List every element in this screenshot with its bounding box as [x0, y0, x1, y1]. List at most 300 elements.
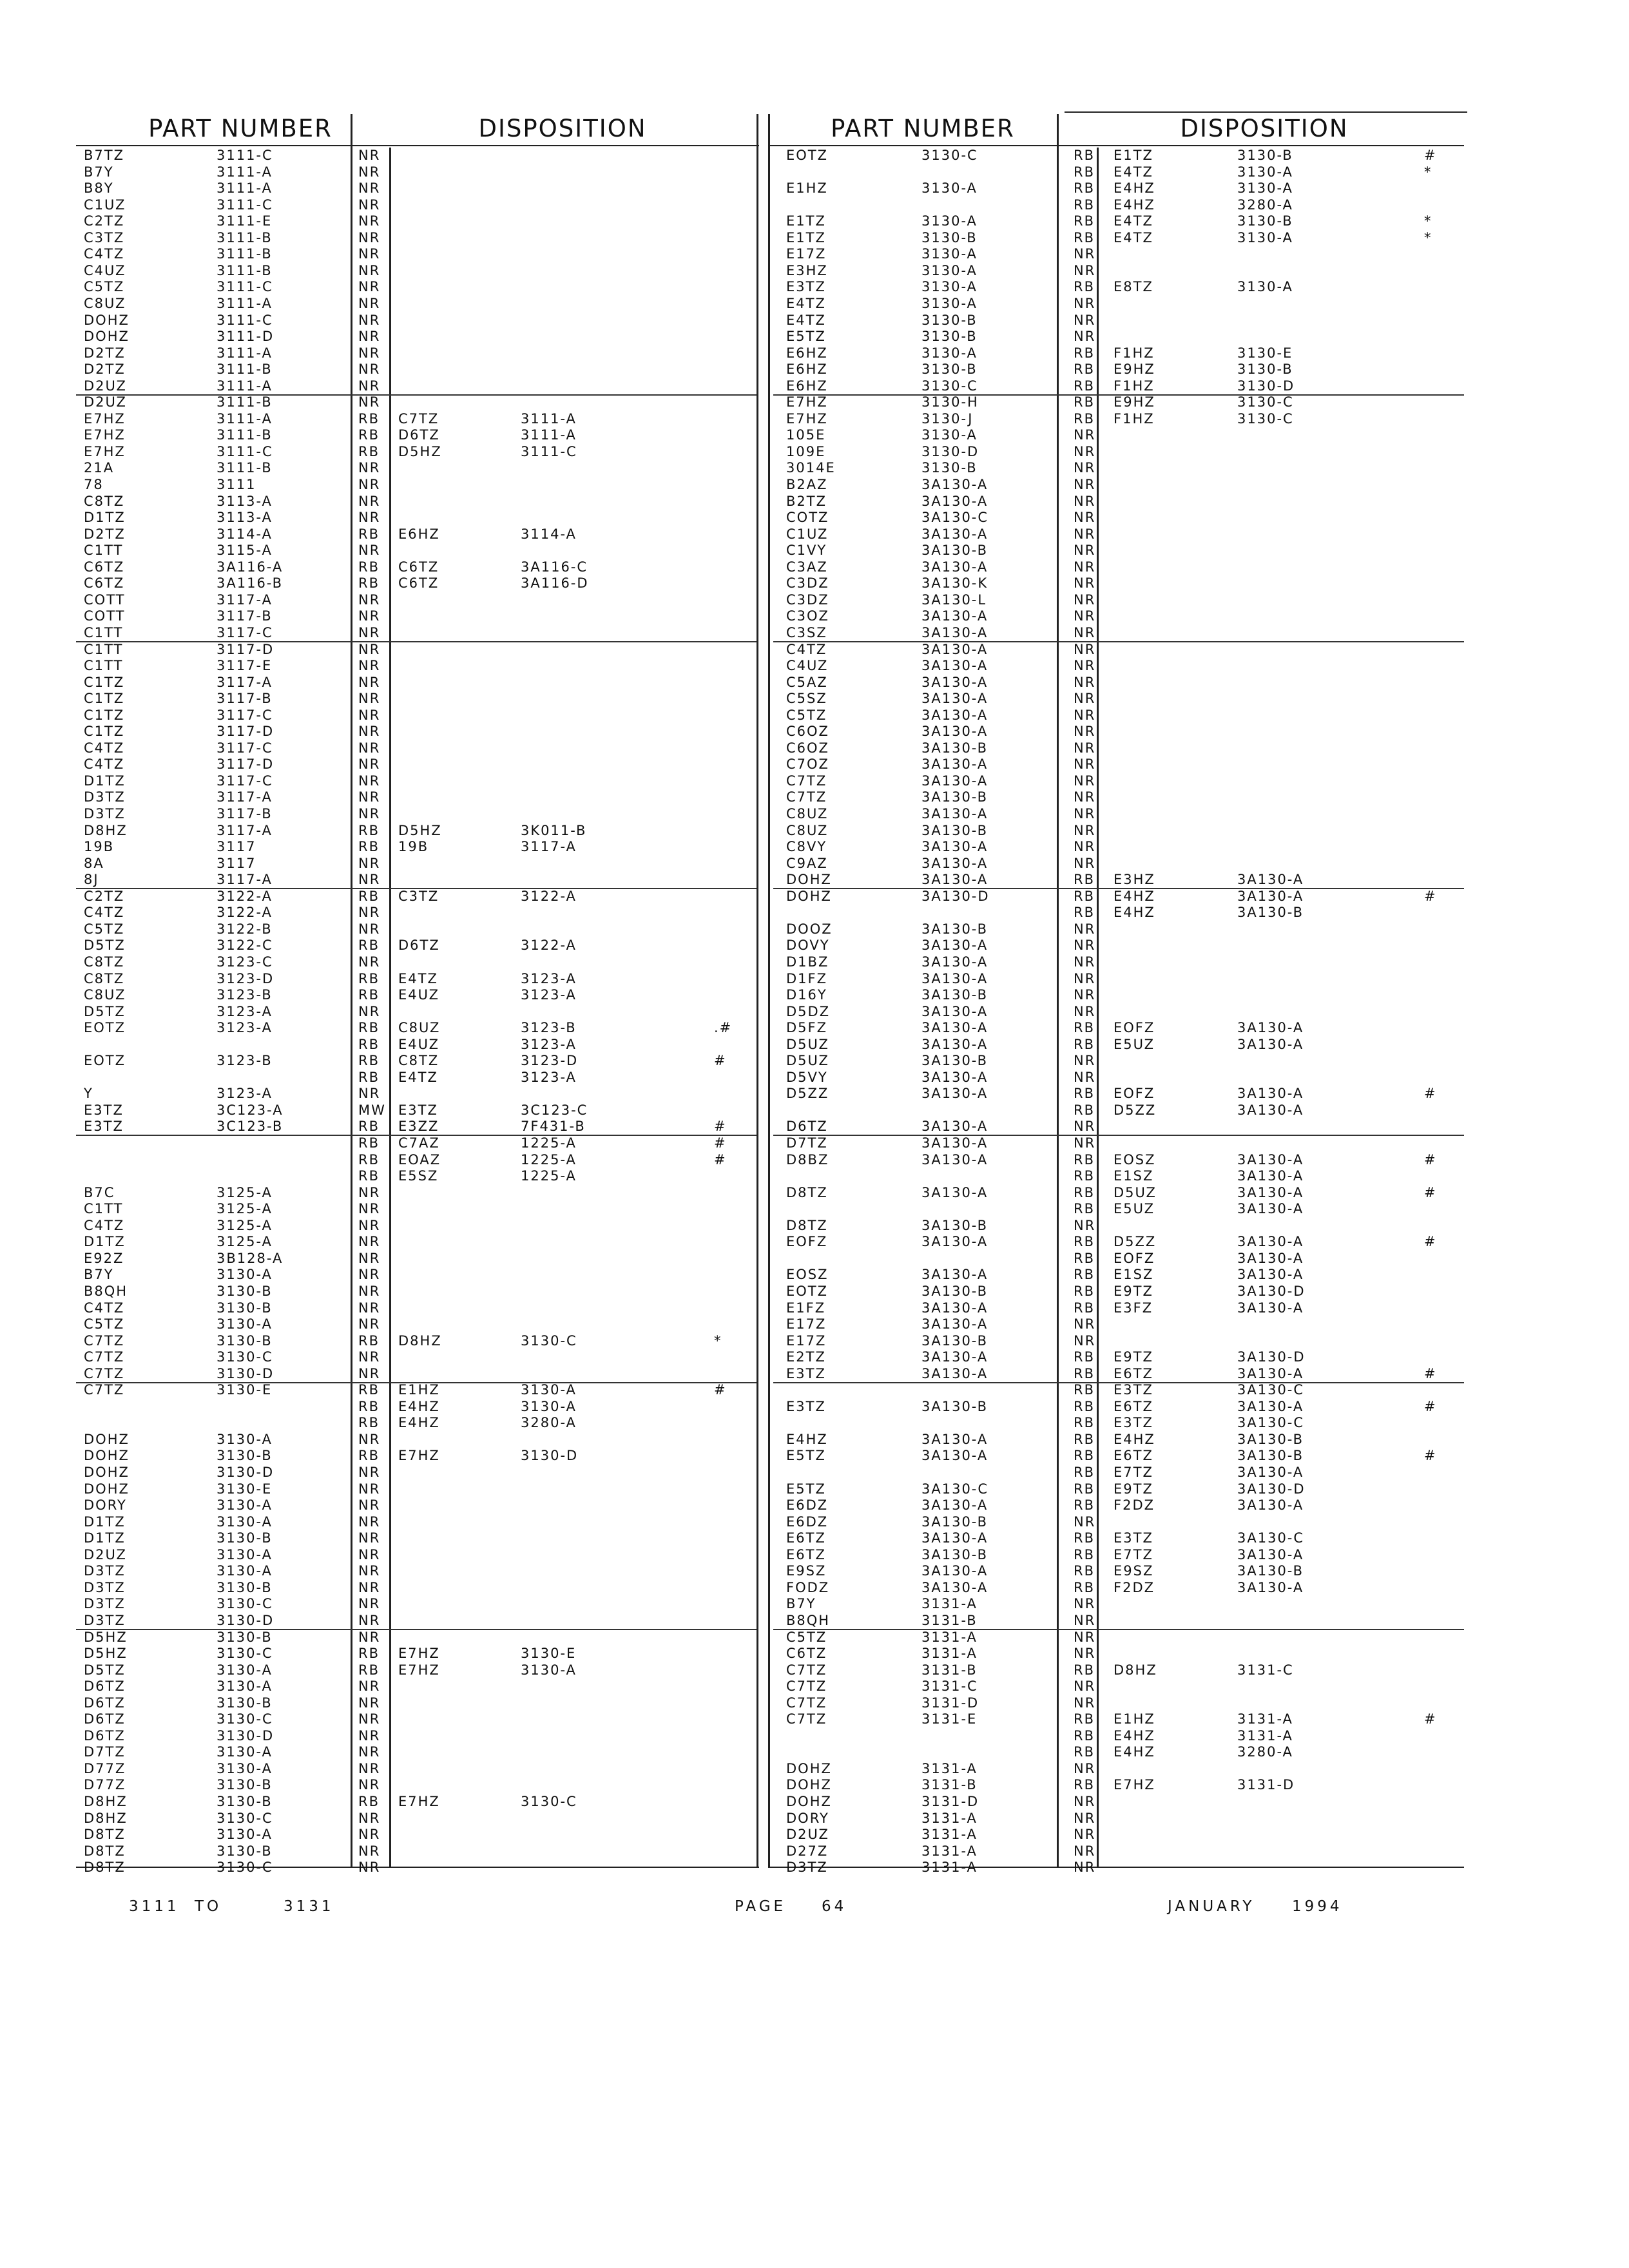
version-cell: 3117-B: [217, 806, 273, 822]
part-number-cell: D5HZ: [84, 1646, 128, 1662]
disposition-code-cell: NR: [358, 1086, 381, 1102]
part-number-cell: C4TZ: [84, 756, 125, 773]
table-row: [773, 148, 1464, 164]
replacement-version-cell: 3A130-A: [1237, 1300, 1304, 1316]
version-cell: 3115-A: [217, 543, 273, 559]
disposition-code-cell: NR: [358, 180, 381, 197]
table-row: [76, 494, 757, 510]
replacement-version-cell: 3130-B: [1237, 361, 1293, 378]
disposition-code-cell: RB: [1074, 361, 1095, 378]
disposition-code-cell: NR: [1074, 674, 1096, 690]
part-number-cell: E6TZ: [786, 1530, 826, 1546]
table-row: [773, 1761, 1464, 1777]
part-number-cell: D6TZ: [84, 1727, 126, 1744]
disposition-code-cell: NR: [358, 279, 381, 295]
part-number-cell: C5SZ: [786, 691, 827, 707]
part-number-cell: C7TZ: [786, 789, 827, 805]
replacement-version-cell: 1225-A: [521, 1135, 577, 1151]
version-cell: 3A130-B: [921, 1053, 988, 1069]
disposition-code-cell: NR: [1074, 740, 1096, 756]
table-row: [76, 279, 757, 295]
table-row: [773, 1777, 1464, 1793]
part-number-cell: E17Z: [786, 1316, 827, 1332]
disposition-code-cell: NR: [358, 213, 381, 229]
table-row: [76, 1004, 757, 1020]
table-row: [76, 1349, 757, 1365]
replacement-version-cell: 3A130-A: [1237, 872, 1304, 888]
part-number-cell: FODZ: [786, 1579, 830, 1595]
table-row: [76, 658, 757, 674]
replacement-part-number-cell: D6TZ: [398, 427, 440, 443]
version-cell: 3130-D: [217, 1612, 275, 1628]
disposition-code-cell: NR: [1074, 839, 1096, 855]
replacement-version-cell: 3A130-A: [1237, 1398, 1304, 1414]
table-row: [76, 1728, 757, 1744]
marker-cell: #: [1424, 888, 1437, 904]
version-cell: 3A130-B: [921, 1217, 988, 1233]
part-number-cell: D5HZ: [84, 1629, 128, 1645]
disposition-code-cell: RB: [1074, 1283, 1095, 1299]
version-cell: 3122-A: [217, 905, 273, 921]
table-row: [773, 1234, 1464, 1250]
footer-month: JANUARY: [1168, 1898, 1255, 1915]
part-number-cell: E3TZ: [786, 1398, 826, 1414]
replacement-part-number-cell: D6TZ: [398, 937, 440, 954]
replacement-version-cell: 3C123-C: [521, 1102, 588, 1118]
replacement-part-number-cell: 19B: [398, 839, 429, 855]
part-number-cell: E5TZ: [786, 1448, 826, 1464]
marker-cell: #: [714, 1053, 727, 1069]
replacement-version-cell: 3130-E: [521, 1646, 577, 1662]
table-row: [76, 954, 757, 970]
part-number-cell: DOHZ: [84, 1431, 130, 1447]
disposition-code-cell: RB: [1074, 378, 1095, 394]
disposition-code-cell: RB: [358, 1168, 380, 1184]
table-row: [773, 510, 1464, 526]
table-row: [76, 1218, 757, 1234]
part-number-cell: B8Y: [84, 180, 114, 197]
version-cell: 3117-A: [217, 872, 273, 888]
disposition-code-cell: RB: [1074, 279, 1095, 295]
disposition-code-cell: NR: [358, 855, 381, 871]
part-number-cell: B7Y: [84, 164, 114, 180]
disposition-code-cell: NR: [358, 345, 381, 361]
replacement-part-number-cell: E3FZ: [1113, 1300, 1153, 1316]
part-number-cell: C8TZ: [84, 954, 125, 970]
replacement-version-cell: 3A130-C: [1237, 1415, 1305, 1431]
table-row: [773, 1382, 1464, 1398]
replacement-version-cell: 3123-A: [521, 1036, 577, 1052]
disposition-code-cell: NR: [1074, 1827, 1096, 1843]
table-row: [76, 1070, 757, 1086]
table-row: [76, 1860, 757, 1876]
disposition-code-cell: NR: [358, 1695, 381, 1711]
version-cell: 3111-A: [217, 345, 273, 361]
table-row: [76, 756, 757, 773]
version-cell: 3131-A: [921, 1843, 978, 1859]
table-row: [773, 1349, 1464, 1365]
table-row: [76, 1399, 757, 1415]
right-top-rule: [1065, 111, 1467, 113]
table-row: [76, 1695, 757, 1711]
part-number-cell: B2AZ: [786, 477, 828, 492]
table-row: [76, 1300, 757, 1316]
disposition-code-cell: NR: [1074, 1596, 1096, 1612]
version-cell: 3A130-A: [921, 1300, 988, 1316]
part-number-cell: D27Z: [786, 1843, 829, 1859]
replacement-version-cell: 3A130-B: [1237, 1563, 1304, 1579]
part-number-cell: E7HZ: [84, 410, 126, 427]
replacement-part-number-cell: E7HZ: [398, 1646, 440, 1662]
disposition-code-cell: RB: [1074, 1398, 1095, 1414]
version-cell: 3A130-A: [921, 674, 988, 690]
part-number-cell: C5AZ: [786, 674, 828, 690]
table-row: [773, 411, 1464, 427]
version-cell: 3117-C: [217, 773, 273, 789]
disposition-code-cell: RB: [1074, 1151, 1095, 1168]
disposition-code-cell: RB: [358, 1135, 380, 1151]
part-number-cell: E3TZ: [84, 1119, 124, 1135]
marker-cell: #: [1424, 148, 1437, 163]
version-cell: 3117-A: [217, 789, 273, 805]
disposition-code-cell: NR: [358, 1201, 381, 1217]
version-cell: 3A130-A: [921, 1184, 988, 1200]
version-cell: 3A130-A: [921, 1234, 988, 1250]
disposition-code-cell: RB: [1074, 1448, 1095, 1464]
version-cell: 3131-A: [921, 1760, 978, 1776]
table-row: [76, 1448, 757, 1464]
right-part-number-header: PART NUMBER: [831, 115, 1015, 142]
version-cell: 3131-A: [921, 1827, 978, 1843]
part-number-cell: D77Z: [84, 1777, 126, 1793]
part-number-cell: D1TZ: [84, 510, 126, 526]
part-number-cell: C9AZ: [786, 855, 828, 871]
part-number-cell: C6OZ: [786, 724, 829, 740]
table-row: [773, 856, 1464, 872]
part-number-cell: E17Z: [786, 1332, 827, 1349]
disposition-code-cell: NR: [1074, 608, 1096, 624]
table-row: [773, 1711, 1464, 1727]
replacement-version-cell: 3A130-A: [1237, 1497, 1304, 1514]
part-number-cell: EOSZ: [786, 1267, 829, 1283]
part-number-cell: C8UZ: [786, 822, 829, 838]
disposition-code-cell: RB: [358, 1332, 380, 1349]
replacement-part-number-cell: E4TZ: [1113, 164, 1153, 180]
replacement-part-number-cell: E7HZ: [398, 1794, 440, 1809]
table-row: [76, 1596, 757, 1612]
disposition-code-cell: NR: [1074, 1810, 1096, 1826]
replacement-part-number-cell: D5ZZ: [1113, 1234, 1157, 1250]
disposition-code-cell: NR: [358, 1860, 381, 1876]
part-number-cell: E4TZ: [786, 312, 826, 328]
version-cell: 3A130-A: [921, 970, 988, 986]
version-cell: 3130-B: [217, 1448, 273, 1464]
part-number-cell: D1TZ: [84, 773, 126, 789]
table-row: [76, 1382, 757, 1398]
replacement-part-number-cell: E4HZ: [1113, 197, 1155, 213]
disposition-code-cell: NR: [358, 905, 381, 921]
disposition-code-cell: RB: [1074, 1168, 1095, 1184]
disposition-code-cell: NR: [358, 510, 381, 526]
part-number-cell: D8TZ: [84, 1827, 126, 1843]
replacement-version-cell: 3A130-A: [1237, 1234, 1304, 1250]
disposition-code-cell: RB: [1074, 1349, 1095, 1365]
left-part-number-header: PART NUMBER: [148, 115, 333, 142]
table-row: [773, 312, 1464, 329]
table-row: [773, 1497, 1464, 1514]
part-number-cell: E7HZ: [84, 427, 126, 443]
table-row: [76, 592, 757, 608]
version-cell: 3130-A: [921, 279, 978, 295]
part-number-cell: C8TZ: [84, 493, 125, 509]
replacement-part-number-cell: F1HZ: [1113, 345, 1155, 361]
replacement-version-cell: 1225-A: [521, 1168, 577, 1184]
table-row: [76, 197, 757, 213]
table-row: [773, 575, 1464, 591]
disposition-code-cell: NR: [1074, 658, 1096, 674]
disposition-code-cell: RB: [358, 559, 380, 575]
table-row: [773, 806, 1464, 822]
table-row: [773, 1432, 1464, 1448]
part-number-cell: DOHZ: [786, 1777, 832, 1793]
table-row: [76, 1316, 757, 1332]
part-number-cell: C1TZ: [84, 674, 125, 690]
table-row: [76, 411, 757, 427]
part-number-cell: DORY: [786, 1810, 829, 1826]
part-number-cell: C7TZ: [84, 1332, 125, 1349]
replacement-version-cell: 3A130-A: [1237, 1102, 1304, 1118]
version-cell: 3A130-A: [921, 707, 988, 723]
part-number-cell: C7TZ: [786, 1711, 827, 1727]
part-number-cell: B7TZ: [84, 148, 124, 163]
part-number-cell: C3TZ: [84, 229, 125, 245]
table-row: [76, 1053, 757, 1069]
table-row: [773, 361, 1464, 378]
disposition-code-cell: RB: [358, 1036, 380, 1052]
part-number-cell: EOFZ: [786, 1234, 828, 1250]
table-row: [76, 230, 757, 246]
table-row: [773, 1218, 1464, 1234]
replacement-version-cell: 3A130-B: [1237, 1431, 1304, 1447]
version-cell: 3A130-K: [921, 575, 988, 591]
table-row: [773, 1481, 1464, 1497]
part-number-cell: C7TZ: [786, 773, 827, 789]
part-number-cell: D6TZ: [84, 1678, 126, 1695]
version-cell: 3130-A: [217, 1431, 273, 1447]
replacement-part-number-cell: E4HZ: [1113, 888, 1155, 904]
version-cell: 3111-C: [217, 197, 273, 213]
replacement-part-number-cell: E4TZ: [1113, 213, 1153, 229]
version-cell: 3A130-A: [921, 1316, 988, 1332]
version-cell: 3130-D: [217, 1727, 275, 1744]
table-row: [773, 1695, 1464, 1711]
disposition-code-cell: NR: [358, 262, 381, 278]
table-row: [773, 658, 1464, 674]
disposition-code-cell: RB: [358, 1020, 380, 1036]
replacement-version-cell: 3130-A: [521, 1398, 577, 1414]
replacement-part-number-cell: C6TZ: [398, 575, 439, 591]
replacement-version-cell: 3130-A: [1237, 229, 1293, 245]
part-number-cell: D8BZ: [786, 1151, 829, 1168]
disposition-code-cell: NR: [1074, 262, 1096, 278]
table-row: [773, 1596, 1464, 1612]
part-number-cell: C6TZ: [84, 575, 125, 591]
part-number-cell: D7TZ: [84, 1744, 126, 1760]
disposition-code-cell: NR: [358, 1843, 381, 1859]
table-row: [76, 987, 757, 1003]
part-number-cell: C7TZ: [84, 1349, 125, 1365]
table-row: [773, 1168, 1464, 1184]
disposition-code-cell: RB: [1074, 229, 1095, 245]
version-cell: 3125-A: [217, 1201, 273, 1217]
table-row: [773, 1333, 1464, 1349]
replacement-part-number-cell: F1HZ: [1113, 410, 1155, 427]
disposition-code-cell: NR: [358, 1596, 381, 1612]
part-number-cell: C1UZ: [84, 197, 126, 213]
part-number-cell: 21A: [84, 460, 115, 476]
disposition-code-cell: RB: [358, 1448, 380, 1464]
disposition-code-cell: RB: [1074, 1579, 1095, 1595]
part-number-cell: D5UZ: [786, 1053, 829, 1069]
disposition-code-cell: NR: [358, 1810, 381, 1826]
part-number-cell: C2TZ: [84, 213, 125, 229]
version-cell: 3A130-A: [921, 1135, 988, 1151]
part-number-cell: C5TZ: [84, 921, 125, 937]
part-number-cell: B8QH: [786, 1612, 831, 1628]
replacement-part-number-cell: EOFZ: [1113, 1020, 1155, 1036]
table-row: [773, 1070, 1464, 1086]
replacement-part-number-cell: E3TZ: [398, 1102, 438, 1118]
table-row: [773, 263, 1464, 279]
table-row: [76, 971, 757, 987]
table-row: [773, 329, 1464, 345]
table-row: [773, 707, 1464, 724]
table-row: [76, 394, 757, 410]
part-number-cell: D3TZ: [84, 1596, 126, 1612]
table-row: [76, 740, 757, 756]
part-number-cell: D2UZ: [84, 378, 127, 394]
version-cell: 3A130-B: [921, 789, 988, 805]
part-number-cell: C7OZ: [786, 756, 829, 773]
marker-cell: #: [714, 1119, 727, 1135]
table-row: [76, 1481, 757, 1497]
disposition-code-cell: NR: [1074, 246, 1096, 262]
disposition-code-cell: RB: [1074, 164, 1095, 180]
table-row: [76, 444, 757, 460]
version-cell: 3117-C: [217, 707, 273, 723]
disposition-code-cell: NR: [1074, 559, 1096, 575]
table-row: [76, 329, 757, 345]
disposition-code-cell: RB: [1074, 1481, 1095, 1497]
version-cell: 3111-A: [217, 378, 273, 394]
disposition-code-cell: NR: [358, 806, 381, 822]
version-cell: 3130-E: [217, 1382, 273, 1398]
part-number-cell: C8UZ: [786, 806, 829, 822]
footer-range-to-label: TO: [195, 1898, 222, 1915]
disposition-code-cell: NR: [358, 641, 381, 657]
disposition-code-cell: NR: [1074, 756, 1096, 773]
version-cell: 3A130-C: [921, 510, 989, 526]
part-number-cell: C4UZ: [84, 262, 126, 278]
table-row: [76, 164, 757, 180]
replacement-version-cell: 3K011-B: [521, 822, 587, 838]
table-row: [773, 1102, 1464, 1119]
table-row: [773, 1415, 1464, 1431]
disposition-code-cell: RB: [1074, 1546, 1095, 1562]
version-cell: 3123-A: [217, 1020, 273, 1036]
right-panel: [768, 114, 1467, 1899]
disposition-code-cell: NR: [358, 1711, 381, 1727]
disposition-code-cell: NR: [1074, 921, 1096, 937]
table-row: [773, 543, 1464, 559]
replacement-version-cell: 3131-D: [1237, 1777, 1295, 1793]
disposition-code-cell: NR: [1074, 624, 1096, 640]
version-cell: 3A130-A: [921, 493, 988, 509]
replacement-version-cell: 3A116-C: [521, 559, 588, 575]
table-row: [773, 1119, 1464, 1136]
disposition-code-cell: RB: [1074, 1300, 1095, 1316]
part-number-cell: D5FZ: [786, 1020, 827, 1036]
table-row: [76, 427, 757, 443]
disposition-code-cell: NR: [1074, 724, 1096, 740]
disposition-code-cell: RB: [358, 443, 380, 459]
version-cell: 3130-B: [217, 1332, 273, 1349]
table-row: [773, 444, 1464, 460]
table-row: [76, 213, 757, 229]
replacement-version-cell: 3131-A: [1237, 1711, 1293, 1727]
version-cell: 3111-B: [217, 460, 273, 476]
version-cell: 3A130-B: [921, 740, 988, 756]
marker-cell: #: [714, 1135, 727, 1151]
replacement-version-cell: 3A130-C: [1237, 1382, 1305, 1398]
disposition-code-cell: NR: [358, 329, 381, 345]
disposition-code-cell: NR: [358, 691, 381, 707]
version-cell: 3125-A: [217, 1184, 273, 1200]
table-row: [76, 724, 757, 740]
version-cell: 3130-B: [921, 229, 978, 245]
part-number-cell: C4TZ: [84, 740, 125, 756]
table-row: [76, 526, 757, 543]
replacement-part-number-cell: E3TZ: [1113, 1530, 1153, 1546]
version-cell: 3130-D: [217, 1465, 275, 1480]
table-row: [773, 1135, 1464, 1151]
version-cell: 3111-D: [217, 329, 275, 345]
replacement-part-number-cell: E6HZ: [398, 526, 440, 542]
table-row: [773, 1201, 1464, 1217]
disposition-code-cell: RB: [1074, 1497, 1095, 1514]
version-cell: 3A130-A: [921, 724, 988, 740]
part-number-cell: 105E: [786, 427, 826, 443]
part-number-cell: D5TZ: [84, 1003, 126, 1019]
table-row: [773, 427, 1464, 443]
part-number-cell: E7HZ: [786, 410, 828, 427]
disposition-code-cell: RB: [358, 839, 380, 855]
part-number-cell: E6HZ: [786, 361, 828, 378]
replacement-part-number-cell: E1SZ: [1113, 1267, 1154, 1283]
disposition-code-cell: NR: [1074, 970, 1096, 986]
table-row: [76, 246, 757, 262]
replacement-version-cell: 3111-C: [521, 443, 577, 459]
version-cell: 3130-A: [217, 1827, 273, 1843]
replacement-part-number-cell: E4UZ: [398, 987, 440, 1003]
table-row: [76, 263, 757, 279]
replacement-part-number-cell: D5UZ: [1113, 1184, 1157, 1200]
disposition-code-cell: RB: [358, 526, 380, 542]
table-row: [76, 642, 757, 658]
version-cell: 3130-B: [921, 460, 978, 476]
part-number-cell: E3TZ: [84, 1102, 124, 1118]
version-cell: 3A130-B: [921, 987, 988, 1003]
